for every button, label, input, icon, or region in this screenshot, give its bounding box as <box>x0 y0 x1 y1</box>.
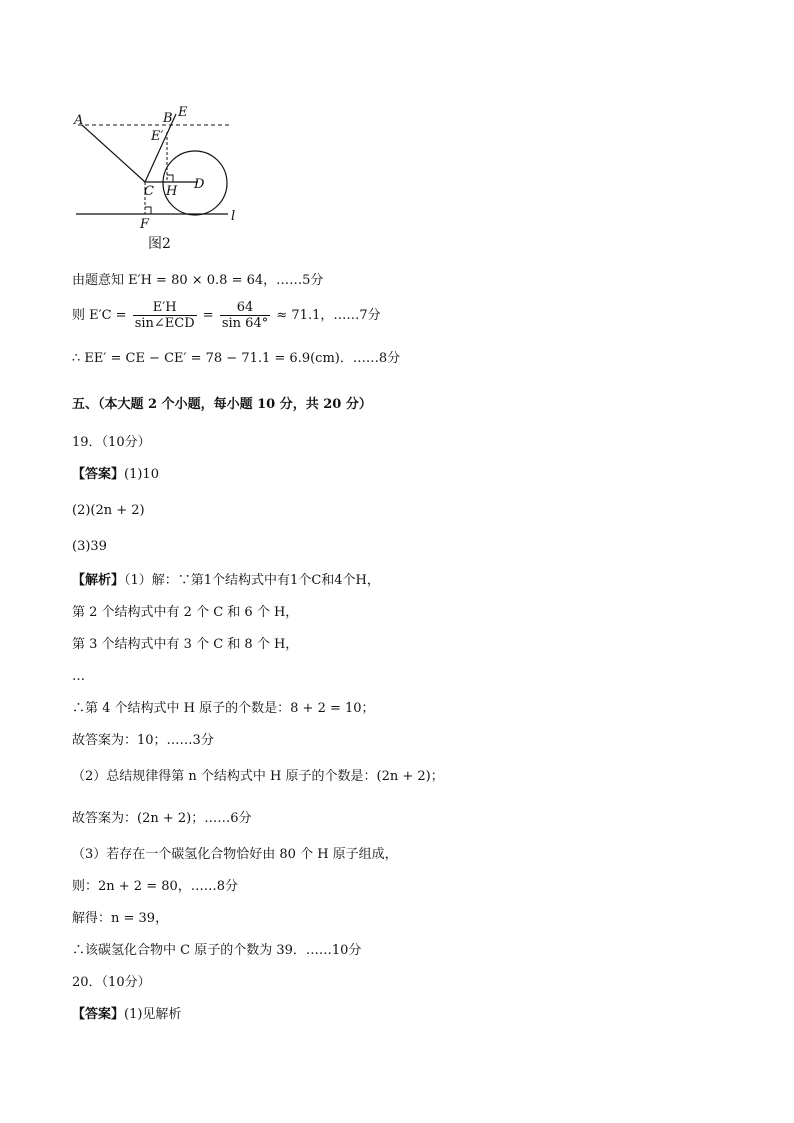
label-h: H <box>166 184 178 199</box>
answer-text: (1)见解析 <box>124 1007 182 1022</box>
fraction-numerator: E′H <box>133 300 197 316</box>
calc-line-2 <box>72 300 381 332</box>
analysis-text: （1）解：∵第1个结构式中有1个C和4个H， <box>124 573 380 588</box>
answer-19-part-3: (3)39 <box>72 539 107 554</box>
fraction-denominator: sin 64° <box>221 316 269 331</box>
analysis-line-1 <box>72 572 380 590</box>
segment-ac <box>82 125 145 182</box>
analysis-line-3: 第 3 个结构式中有 3 个 C 和 8 个 H， <box>72 637 299 652</box>
analysis-line-5: 故答案为：10；……3分 <box>72 733 214 748</box>
question-19-title: 19．（10分） <box>72 435 151 450</box>
analysis-line-9: 则：2n + 2 = 80，……8分 <box>72 879 239 894</box>
section-heading: 五、（本大题 2 个小题，每小题 10 分，共 20 分） <box>72 397 372 412</box>
label-a: A <box>74 113 84 128</box>
label-e: E <box>178 105 188 120</box>
equals-sign: = <box>202 308 214 323</box>
label-b: B <box>163 111 173 126</box>
calc-line-1: 由题意知 E′H = 80 × 0.8 = 64，……5分 <box>72 273 324 288</box>
calc-line-2-prefix: 则 E′C = <box>72 308 127 323</box>
figure-caption: 图2 <box>148 236 171 252</box>
analysis-line-10: 解得：n = 39， <box>72 911 169 926</box>
answer-tag: 【答案】 <box>72 1007 125 1022</box>
answer-19-part-1 <box>72 466 159 484</box>
analysis-line-8: （3）若存在一个碳氢化合物恰好由 80 个 H 原子组成， <box>72 847 398 862</box>
answer-text: (1)10 <box>124 467 159 482</box>
label-l: l <box>231 209 236 224</box>
geometry-figure <box>60 100 260 260</box>
answer-19-part-2: (2)(2n + 2) <box>72 503 145 518</box>
label-c: C <box>144 184 154 199</box>
right-angle-f <box>145 207 151 214</box>
ellipsis-line: … <box>72 669 85 684</box>
analysis-tag: 【解析】 <box>72 573 125 588</box>
analysis-line-6: （2）总结规律得第 n 个结构式中 H 原子的个数是：(2n + 2)； <box>72 769 444 784</box>
label-e-prime: E′ <box>151 129 164 144</box>
analysis-line-4: ∴第 4 个结构式中 H 原子的个数是：8 + 2 = 10； <box>72 701 375 716</box>
fraction-numerator: 64 <box>220 300 270 316</box>
question-20-title: 20．（10分） <box>72 975 151 990</box>
fraction-denominator: sin∠ECD <box>134 316 195 331</box>
analysis-line-11: ∴该碳氢化合物中 C 原子的个数为 39．……10分 <box>72 943 362 958</box>
fraction-64-over-sin64 <box>220 300 270 331</box>
fraction-eh-over-sin <box>133 300 197 331</box>
analysis-line-7: 故答案为：(2n + 2)；……6分 <box>72 811 252 826</box>
answer-20-part-1 <box>72 1006 181 1024</box>
analysis-line-2: 第 2 个结构式中有 2 个 C 和 6 个 H， <box>72 605 299 620</box>
answer-tag: 【答案】 <box>72 467 125 482</box>
label-d: D <box>194 177 205 192</box>
right-angle-h <box>167 175 173 182</box>
calc-line-2-suffix: ≈ 71.1，……7分 <box>276 308 381 323</box>
calc-line-3: ∴ EE′ = CE − CE′ = 78 − 71.1 = 6.9(cm)．……8分 <box>72 351 401 366</box>
label-f: F <box>140 217 150 232</box>
